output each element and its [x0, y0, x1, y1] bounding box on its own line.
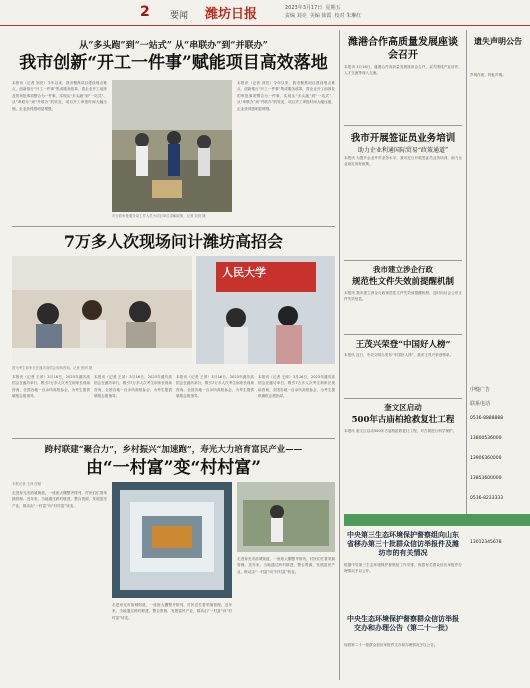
lead-photo	[112, 80, 232, 212]
ads-body: 声明作废，特此声明。	[470, 73, 506, 77]
divider	[344, 398, 462, 399]
divider	[344, 125, 462, 126]
village-kicker: 跨村联建“聚合力”，乡村振兴“加速跑”，寿光大力培育富民产业——	[44, 445, 303, 455]
right-a2-title: 我市开展签证员业务培训	[350, 133, 456, 144]
ads-phone: 13853600000	[470, 476, 502, 481]
ads-phone: 0536-8888888	[470, 416, 504, 421]
lead-body-col2: 本报讯（记者 刘亮）今年以来，我市聚焦项目建设堵点难点，创新推行“开工一件事”集成服务改革，将企业开工前涉及的审批事项整合为一件事，实现从“多头跑”到“一站式”、从“串联办”到“并联办”的转变，项目开工审批时间大幅压缩，企业获得感明显增强。	[237, 81, 335, 111]
ads-phone: 0536-8233333	[470, 496, 504, 501]
right-a2-subtitle: 助力企业利通国际贸易“政策通道”	[357, 147, 449, 154]
jobfair-title: 7万多人次现场问计潍坊高招会	[63, 232, 284, 251]
jobfair-caption: 图为考生和家长在潍坊高招会现场咨询。记者 张明 摄	[12, 366, 93, 370]
paper-logo: 潍坊日报	[205, 7, 258, 22]
divider	[12, 226, 335, 227]
section-name: 要闻	[170, 11, 189, 21]
jobfair-body-1: 本报讯（记者 王萍）3月16日，2023年潍坊高招会在潍坊举行，吸引7万多人次考生和家长现场咨询，全国各地一百余所高校参会，为考生提供填报志愿指导。	[12, 375, 90, 399]
divider	[344, 334, 462, 335]
right-a5-title: 500年古庙柏抢救复壮工程	[351, 415, 455, 425]
right-a5-body: 本报讯 奎文区启动500年古庙柏抢救复壮工程，对古树进行科学保护。	[344, 429, 457, 433]
lead-title: 我市创新“开工一件事”赋能项目高效落地	[19, 53, 328, 73]
ads-divider	[466, 30, 467, 514]
village-body-col2: 走进寿光市洛城街道，一座座大棚整齐排列，村民们忙着采摘管理。近年来，当地通过跨村联建，整合资源，发展富民产业，推动由“一村富”向“村村富”转变。	[112, 603, 232, 620]
ads-title: 遗失声明公告	[474, 36, 522, 46]
right-a1-title: 潍港合作高质量发展座谈会召开	[348, 37, 458, 61]
jobfair-photo-left	[12, 256, 192, 364]
lead-body-col1: 本报讯（记者 刘亮）今年以来，我市聚焦项目建设堵点难点，创新推行“开工一件事”集成服务改革，将企业开工前涉及的审批事项整合为一件事，实现从“多头跑”到“一站式”、从“串联办”到“并联办”的转变，项目开工审批时间大幅压缩，企业获得感明显增强。	[12, 81, 107, 111]
village-title: 由“一村富”变“村村富”	[85, 458, 262, 478]
page-number: 2	[140, 4, 150, 20]
village-photo-2	[237, 482, 335, 552]
village-byline: 本报记者 王萍 张敏	[12, 482, 42, 486]
village-body-col3: 走进寿光市洛城街道，一座座大棚整齐排列，村民们忙着采摘管理。近年来，当地通过跨村联建，整合资源，发展富民产业，推动由“一村富”向“村村富”转变。	[237, 557, 335, 574]
column-divider	[339, 30, 340, 680]
jobfair-body-3: 本报讯（记者 王萍）3月16日，2023年潍坊高招会在潍坊举行，吸引7万多人次考生和家长现场咨询，全国各地一百余所高校参会，为考生提供填报志愿指导。	[176, 375, 254, 399]
village-body-col1: 走进寿光市洛城街道，一座座大棚整齐排列，村民们忙着采摘管理。近年来，当地通过跨村联建，整合资源，发展富民产业，推动由“一村富”向“村村富”转变。	[12, 491, 107, 508]
ads-label: 中缝广告	[470, 387, 491, 393]
right-a1-body: 本报讯 3月16日，潍港合作高质量发展座谈会召开，双方围绕产业协作、人才交流等深入交流。	[344, 65, 462, 76]
jobfair-banner-text: 人民大学	[222, 266, 266, 279]
lead-kicker: 从“多头跑”到“一站式” 从“串联办”到“并联办”	[79, 41, 268, 51]
notice-band	[344, 514, 530, 526]
right-a5-kicker: 奎文区启动	[384, 403, 422, 412]
right-a3-kicker: 我市建立涉企行政	[373, 265, 433, 274]
right-a4-body: 本报讯 近日，中央文明办发布“中国好人榜”，我市王茂兴荣登榜单。	[344, 353, 454, 357]
notice-1-title: 中央第三生态环境保护督察组向山东省移办第三十批群众信访举报件及潍坊市的有关情况	[347, 530, 459, 557]
notice-1-body: 根据中央第三生态环境保护督察组工作安排，现将有关群众信访举报件办理情况予以公开。	[344, 563, 462, 574]
divider	[344, 260, 462, 261]
jobfair-body-4: 本报讯（记者 王萍）3月16日，2023年潍坊高招会在潍坊举行，吸引7万多人次考生和家长现场咨询，全国各地一百余所高校参会，为考生提供填报志愿指导。	[258, 375, 335, 399]
right-a2-body: 本报讯 为提升企业外贸业务水平，我市近日开展签证员业务培训，助力企业用足用好政策。	[344, 156, 462, 167]
page-header	[0, 0, 530, 26]
notice-2-body: 现将第二十一批群众信访举报件交办和办理情况予以公告。	[344, 643, 438, 647]
lead-photo-caption: 市行政审批服务局工作人员为项目单位讲解政策。记者 刘亮 摄	[112, 214, 206, 218]
ads-phone: 13012345678	[470, 540, 502, 545]
village-photo	[112, 482, 232, 598]
right-a3-body: 本报讯 我市建立涉企行政规范性文件失效前提醒机制，及时向社会公布文件失效信息。	[344, 291, 462, 302]
ads-contact-label: 联系电话	[470, 401, 491, 407]
ads-phone: 13800536000	[470, 436, 502, 441]
jobfair-body-2: 本报讯（记者 王萍）3月16日，2023年潍坊高招会在潍坊举行，吸引7万多人次考生和家长现场咨询，全国各地一百余所高校参会，为考生提供填报志愿指导。	[94, 375, 172, 399]
dateline: 2023年3月17日 星期五 责编 刘亮 美编 徐霞 校对 朱琳红	[285, 5, 362, 19]
notice-2-title: 中央生态环境保护督察群众信访举报交办和办理公告（第二十一批）	[347, 614, 459, 632]
ads-phone: 13906360000	[470, 456, 502, 461]
divider	[12, 438, 335, 439]
right-a3-title: 规范性文件失效前提醒机制	[351, 277, 454, 287]
right-a4-title: 王茂兴荣登“中国好人榜”	[355, 340, 451, 350]
